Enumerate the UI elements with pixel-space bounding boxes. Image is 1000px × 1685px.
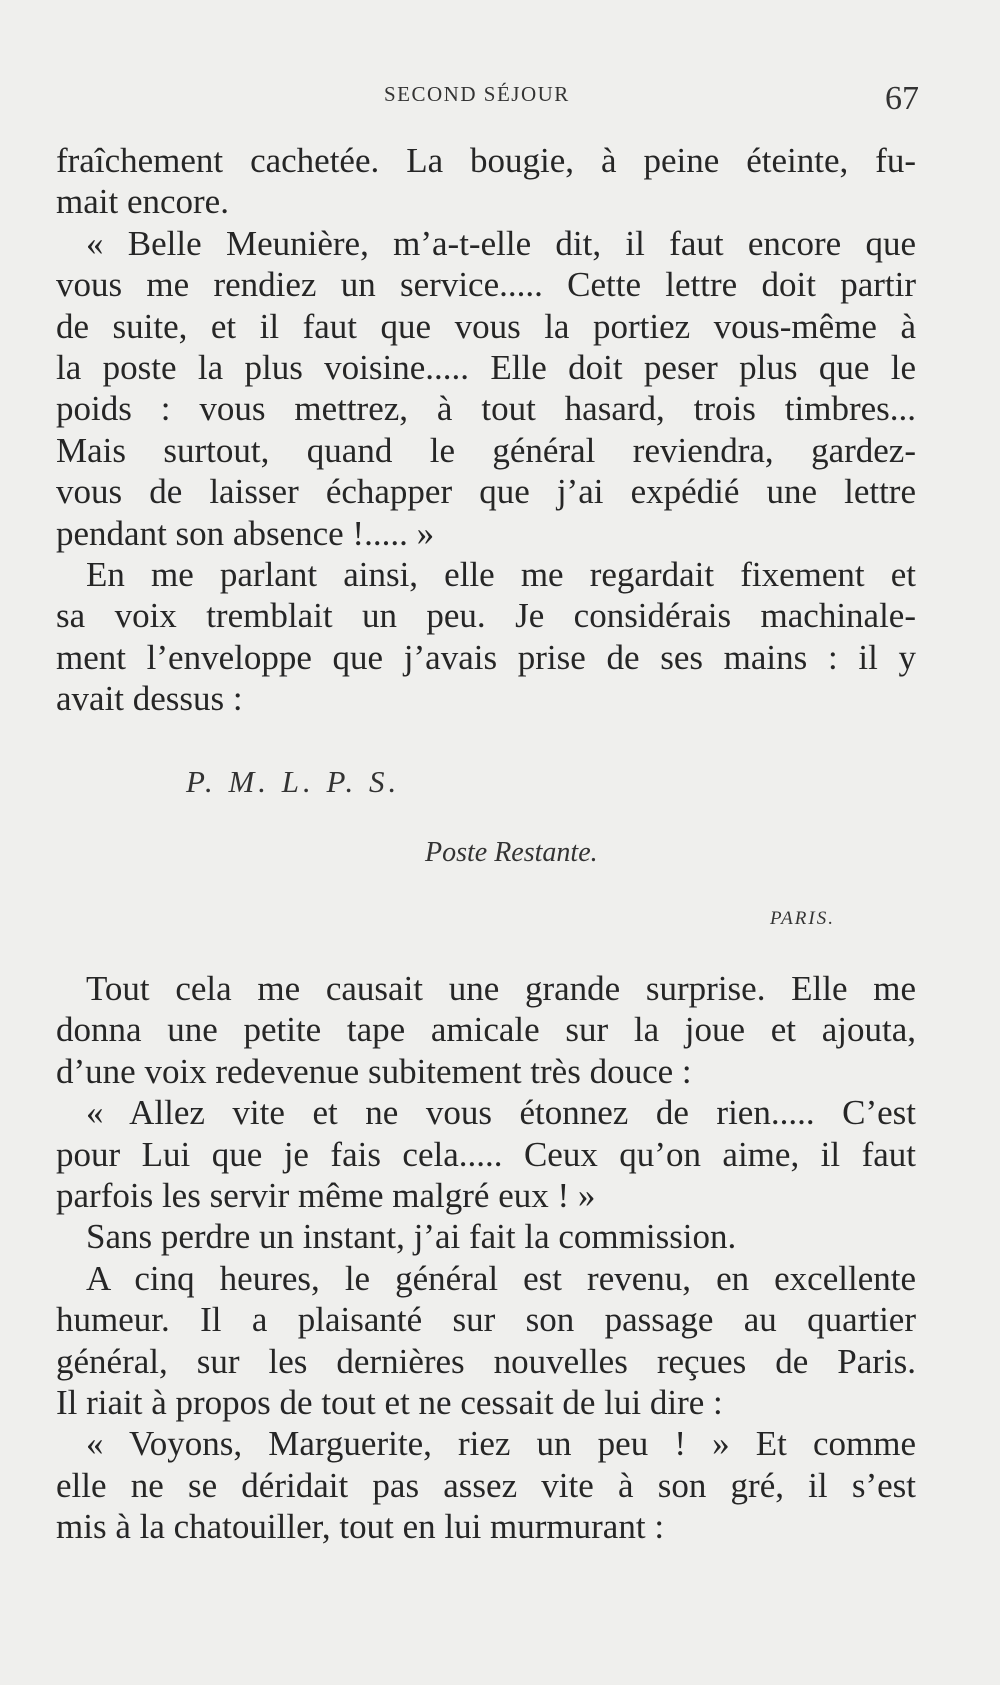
text-line: vous de laisser échapper que j’ai expédié une lettre [56,472,916,512]
text-line: mis à la chatouiller, tout en lui murmurant : [56,1507,665,1547]
text-line: pour Lui que je fais cela..... Ceux qu’on aime, il faut [56,1134,916,1174]
text-line: fraîchement cachetée. La bougie, à peine éteinte, fu- [56,141,916,180]
text-line: général, sur les dernières nouvelles reçues de Paris. [56,1341,916,1381]
envelope-city: PARIS. [770,908,835,929]
text-line: sa voix tremblait un peu. Je considérais machinale- [56,596,916,636]
running-title: SECOND SÉJOUR [384,82,570,106]
text-line: Mais surtout, quand le général reviendra, gardez- [56,430,916,470]
text-line: « Allez vite et ne vous étonnez de rien..... C’est [86,1093,916,1133]
text-line: vous me rendiez un service..... Cette lettre doit partir [56,265,916,305]
text-line: En me parlant ainsi, elle me regardait fixement et [86,555,916,595]
text-line: Il riait à propos de tout et ne cessait de lui dire : [56,1383,723,1423]
text-line: ment l’enveloppe que j’avais prise de ses mains : il y [56,637,916,677]
text-line: « Belle Meunière, m’a-t-elle dit, il faut encore que [86,223,916,263]
text-line: mait encore. [56,182,229,222]
text-line: « Voyons, Marguerite, riez un peu ! » Et comme [86,1424,916,1464]
text-line: parfois les servir même malgré eux ! » [56,1176,596,1216]
body-text-bottom [56,968,916,1548]
text-line: pendant son absence !..... » [56,513,435,553]
text-line: avait dessus : [56,679,243,719]
text-line: de suite, et il faut que vous la portiez vous-même à [56,306,916,346]
text-line: humeur. Il a plaisanté sur son passage au quartier [56,1300,916,1340]
envelope-poste-restante: Poste Restante. [425,837,598,868]
body-text-top [56,140,916,720]
page-number: 67 [885,80,919,117]
text-line: d’une voix redevenue subitement très douce : [56,1051,692,1091]
text-line: la poste la plus voisine..... Elle doit peser plus que le [56,348,916,388]
text-line: Sans perdre un instant, j’ai fait la commission. [86,1217,737,1257]
text-line: donna une petite tape amicale sur la joue et ajouta, [56,1010,916,1050]
envelope-initials: P. M. L. P. S. [186,764,401,799]
text-line: Tout cela me causait une grande surprise. Elle me [86,969,916,1008]
text-line: A cinq heures, le général est revenu, en excellente [86,1258,916,1298]
text-line: elle ne se déridait pas assez vite à son gré, il s’est [56,1465,916,1505]
text-line: poids : vous mettrez, à tout hasard, trois timbres... [56,389,916,429]
